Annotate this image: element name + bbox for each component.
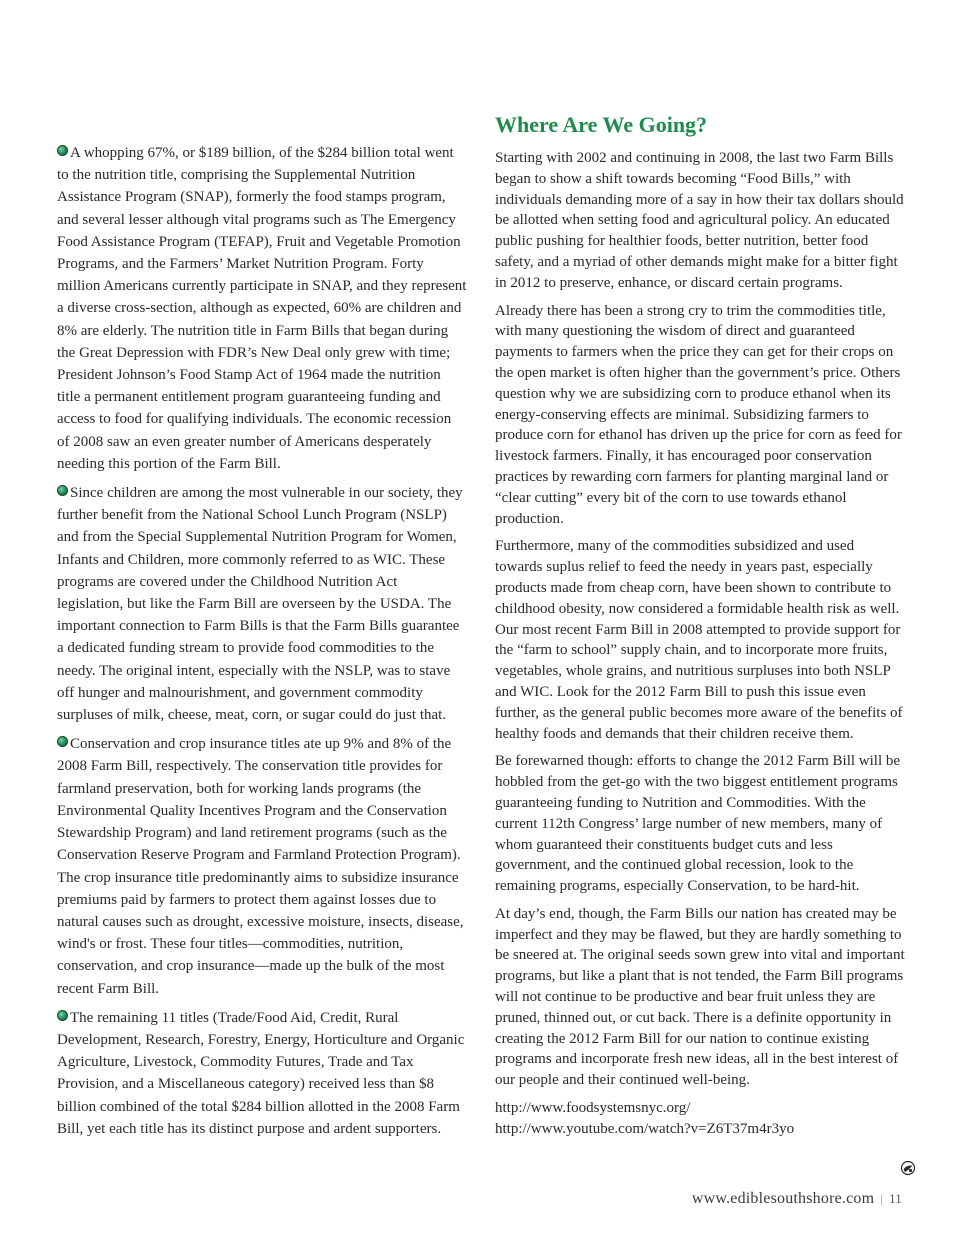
paragraph-childhood-obesity: Furthermore, many of the commodities subsidized and used towards suplus relief to feed the needy in years past, especially products made from cheap corn, have been shown to contribute to childhood obesity, now considered a formidable health risk as well. Our most recent Farm Bill in 2008 attempted to provide support for the “farm to school” supply chain, and to incorporate more fruits, vegetables, whole grains, and nutritious surpluses into both NSLP and WIC. Look for the 2012 Farm Bill to push this issue even further, as the general public becomes more aware of the benefits of healthy foods and demands that their children receive them. — [495, 538, 903, 742]
green-bullet-icon — [57, 736, 68, 747]
page-number: 11 — [889, 1191, 902, 1206]
section-heading: Where Are We Going? — [495, 112, 708, 137]
right-column — [495, 112, 905, 1140]
paragraph-food-bills: Starting with 2002 and continuing in 2008, the last two Farm Bills began to show a shift towards becoming “Food Bills,” with individuals demanding more of a say in how their tax dollars should be allotted when setting food and agricultural policy. An educated public pushing for healthier foods, better nutrition, better food safety, and a myriad of other demands might make for a bitter fight in 2012 to preserve, enhance, or discard certain programs. — [495, 150, 904, 291]
paragraph-nutrition-title: A whopping 67%, or $189 billion, of the $284 billion total went to the nutrition title, comprising the Supplemental Nutrition Assistance Program (SNAP), formerly the food stamps program, and several lesser although vital programs such as The Emergency Food Assistance Program (TEFAP), Fruit and Vegetable Promotion Programs, and the Farmers’ Market Nutrition Program. Forty million Americans currently participate in SNAP, and they represent a diverse cross-section, although as expected, 60% are children and 8% are elderly. The nutrition title in Farm Bills that began during the Great Depression with FDR’s New Deal only grew with time; President Johnson’s Food Stamp Act of 1964 made the nutrition title a permanent entitlement program guaranteeing funding and access to food for qualifying individuals. The economic recession of 2008 saw an even greater number of Americans desperately needing this portion of the Farm Bill. — [57, 145, 467, 472]
footer-website: www.ediblesouthshore.com — [691, 1190, 875, 1207]
link-youtube[interactable]: http://www.youtube.com/watch?v=Z6T37m4r3yo — [495, 1120, 795, 1137]
green-bullet-icon — [57, 1010, 68, 1021]
footer-separator: | — [880, 1191, 884, 1206]
paragraph-commodities-trim: Already there has been a strong cry to trim the commodities title, with many questioning the wisdom of direct and guaranteed payments to farmers when the price they can get for their crops on the open market is often higher than the government’s price. Others question why we are subsidizing corn to produce ethanol when its energy-conserving effects are minimal. Subsidizing farmers to produce corn for ethanol has driven up the price for corn as feed for livestock farmers. Finally, it has encouraged poor conservation practices by rewarding corn farmers for planting marginal land or “clear cutting” every bit of the corn to use towards ethanol production. — [495, 302, 902, 527]
link-foodsystemsnyc[interactable]: http://www.foodsystemsnyc.org/ — [495, 1100, 691, 1117]
paragraph-conservation-insurance: Conservation and crop insurance titles ate up 9% and 8% of the 2008 Farm Bill, respectively. The conservation title provides for farmland preservation, both for working lands programs (the Environmental Quality Incentives Program and the Conservation Stewardship Program) and land retirement programs (such as the Conservation Reserve Program and Farmland Protection Program). The crop insurance title predominantly aims to subsidize insurance premiums paid by farmers to protect them against losses due to natural causes such as drought, excessive moisture, insects, disease, wind's or frost. These four titles—commodities, nutrition, conservation, and crop insurance—made up the bulk of the most recent Farm Bill. — [57, 736, 464, 997]
green-bullet-icon — [57, 145, 68, 156]
green-bullet-icon — [57, 485, 68, 496]
page-footer — [692, 1190, 902, 1208]
paragraph-days-end: At day’s end, though, the Farm Bills our nation has created may be imperfect and they may be flawed, but they are hardly something to be sneered at. The original seeds sown grew into vital and important programs, but like a plant that is not tended, the Farm Bill programs will not continue to be productive and bear fruit unless they are pruned, thinned out, or cut back. There is a definite opportunity in creating the 2012 Farm Bill for our nation to continue existing programs and incorporate fresh new ideas, all in the best interest of our people and their continued well-being. — [495, 905, 905, 1089]
left-column — [57, 142, 467, 1147]
reference-links — [495, 1098, 905, 1140]
end-mark-icon — [900, 1160, 916, 1176]
paragraph-children-programs: Since children are among the most vulnerable in our society, they further benefit from the National School Lunch Program (NSLP) and from the Special Supplemental Nutrition Program for Women, Infants and Children, more commonly referred to as WIC. These programs are covered under the Childhood Nutrition Act legislation, but like the Farm Bill are overseen by the USDA. The important connection to Farm Bills is that the Farm Bills guarantee a dedicated funding stream to provide food commodities to the needy. The original intent, especially with the NSLP, was to stave off hunger and malnourishment, and government commodity surpluses of milk, cheese, meat, corn, or sugar could do just that. — [57, 485, 463, 724]
paragraph-forewarned: Be forewarned though: efforts to change the 2012 Farm Bill will be hobbled from the get-go with the two biggest entitlement programs guaranteeing funding to Nutrition and Commodities. With the current 112th Congress’ large number of new members, many of whom guaranteed their constituents budget cuts and less government, and the continued global recession, look to the remaining programs, especially Conservation, to be hard-hit. — [495, 753, 901, 895]
paragraph-remaining-titles: The remaining 11 titles (Trade/Food Aid, Credit, Rural Development, Research, Forestry, Energy, Horticulture and Organic Agriculture, Livestock, Commodity Futures, Trade and Tax Provision, and a Miscellaneous category) received less than $8 billion combined of the total $284 billion allotted in the 2008 Farm Bill, yet each title has its distinct purpose and ardent supporters. — [57, 1009, 465, 1137]
